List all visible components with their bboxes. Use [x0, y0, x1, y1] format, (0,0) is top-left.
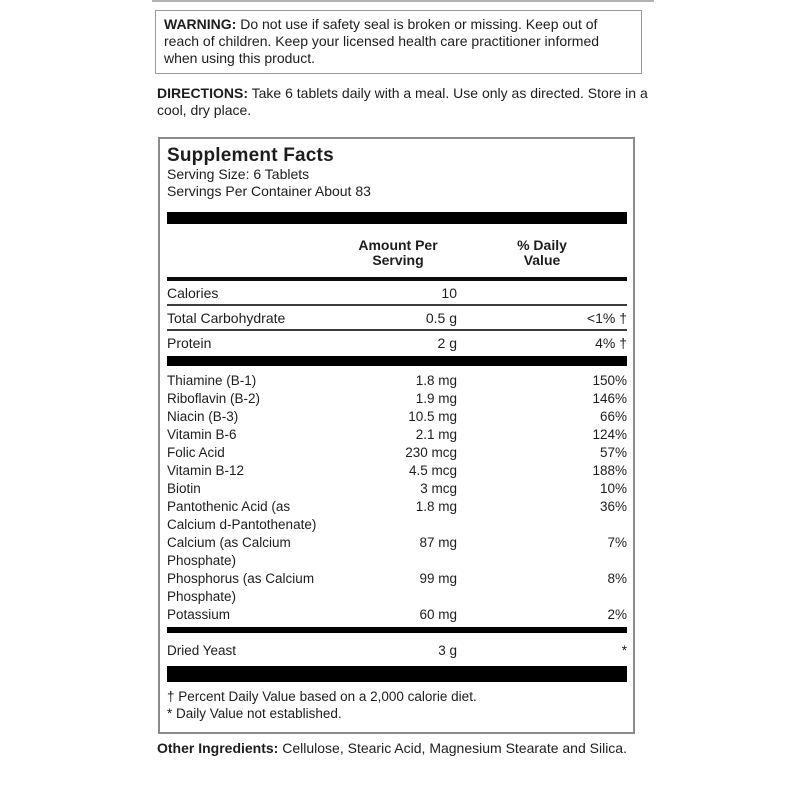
warning-text: Do not use if safety seal is broken or missing. Keep out of reach of children. Keep your licensed health care practitioner informed when using this product.: [164, 16, 600, 66]
table-row: [167, 408, 627, 426]
warning-label: WARNING:: [164, 16, 237, 32]
table-row: [167, 633, 627, 666]
nutrient-amount: 230 mcg: [405, 445, 457, 460]
nutrient-name: Protein: [167, 335, 212, 351]
servings-per-container: Servings Per Container About 83: [167, 183, 371, 199]
table-row: [167, 281, 627, 306]
nutrient-amount: 3 mcg: [420, 481, 457, 496]
section-bar: [167, 356, 627, 366]
nutrient-dv: 2%: [607, 607, 627, 622]
table-row: [167, 570, 627, 606]
nutrient-dv: 10%: [599, 481, 627, 496]
nutrient-dv: 188%: [592, 463, 627, 478]
nutrient-name: Vitamin B-6: [167, 427, 237, 442]
table-row: [167, 480, 627, 498]
nutrient-dv: 146%: [592, 391, 627, 406]
nutrient-name: Folic Acid: [167, 445, 225, 460]
nutrient-dv: 36%: [599, 499, 627, 514]
nutrient-name: Dried Yeast: [167, 643, 237, 658]
nutrient-amount: 0.5 g: [425, 310, 457, 326]
directions-text: Take 6 tablets daily with a meal. Use only as directed. Store in a cool, dry place.: [157, 85, 648, 118]
table-row: [167, 331, 627, 354]
nutrient-amount: 99 mg: [419, 571, 457, 586]
nutrient-amount: 2 g: [437, 335, 457, 351]
footnote-not-established: * Daily Value not established.: [167, 705, 342, 721]
nutrient-dv: 8%: [607, 571, 627, 586]
nutrient-name: Calcium (as Calcium Phosphate): [167, 535, 291, 568]
nutrient-amount: 3 g: [438, 643, 457, 658]
nutrient-amount: 1.8 mg: [415, 499, 457, 514]
table-row: [167, 606, 627, 624]
other-ingredients-text: Cellulose, Stearic Acid, Magnesium Stearate and Silica.: [282, 740, 627, 756]
nutrient-name: Potassium: [167, 607, 231, 622]
table-row: [167, 444, 627, 462]
nutrient-name: Biotin: [167, 481, 201, 496]
other-ingredients-label: Other Ingredients:: [157, 740, 279, 756]
section-bar: [167, 212, 627, 224]
nutrient-name: Vitamin B-12: [167, 463, 245, 478]
supplement-facts-title: Supplement Facts: [167, 145, 334, 166]
nutrient-list: [167, 372, 627, 624]
table-row: [167, 498, 627, 534]
nutrient-name: Total Carbohydrate: [167, 310, 286, 326]
nutrient-amount: 1.8 mg: [415, 373, 457, 388]
nutrient-amount: 1.9 mg: [415, 391, 457, 406]
directions-label: DIRECTIONS:: [157, 85, 248, 101]
nutrient-amount: 60 mg: [419, 607, 457, 622]
nutrient-dv: 66%: [599, 409, 627, 424]
nutrient-name: Phosphorus (as Calcium Phosphate): [167, 571, 315, 604]
header-percent-daily-value: % Daily Value: [517, 237, 567, 268]
section-bar: [167, 666, 627, 682]
nutrient-amount: 2.1 mg: [415, 427, 457, 442]
nutrient-dv: 57%: [599, 445, 627, 460]
nutrient-amount: 10: [441, 285, 457, 301]
nutrient-name: Pantothenic Acid (as Calcium d-Pantothenate): [167, 499, 317, 532]
table-row: [167, 390, 627, 408]
nutrient-name: Thiamine (B-1): [167, 373, 257, 388]
nutrient-dv: 124%: [592, 427, 627, 442]
warning-box: [155, 10, 642, 74]
table-row: [167, 426, 627, 444]
table-header-row: [167, 224, 627, 281]
nutrient-name: Niacin (B-3): [167, 409, 239, 424]
serving-size: Serving Size: 6 Tablets: [167, 166, 310, 182]
other-ingredients: [157, 740, 657, 757]
header-amount-per-serving: Amount Per Serving: [358, 237, 438, 268]
nutrient-dv: 7%: [607, 535, 627, 550]
nutrient-amount: 4.5 mcg: [408, 463, 457, 478]
nutrient-name: Calories: [167, 285, 219, 301]
top-divider: [152, 0, 654, 2]
nutrient-amount: 10.5 mg: [408, 409, 457, 424]
directions: [157, 85, 649, 119]
nutrient-dv: <1% †: [586, 310, 627, 326]
footnote-daily-value: † Percent Daily Value based on a 2,000 calorie diet.: [167, 689, 477, 704]
nutrient-dv: 4% †: [595, 335, 627, 351]
table-row: [167, 462, 627, 480]
table-row: [167, 306, 627, 331]
nutrient-name: Riboflavin (B-2): [167, 391, 261, 406]
supplement-facts-panel: [158, 137, 635, 734]
nutrient-dv: *: [621, 643, 627, 658]
nutrient-dv: 150%: [592, 373, 627, 388]
table-row: [167, 372, 627, 390]
table-row: [167, 534, 627, 570]
nutrient-amount: 87 mg: [419, 535, 457, 550]
footnotes: [167, 689, 627, 722]
